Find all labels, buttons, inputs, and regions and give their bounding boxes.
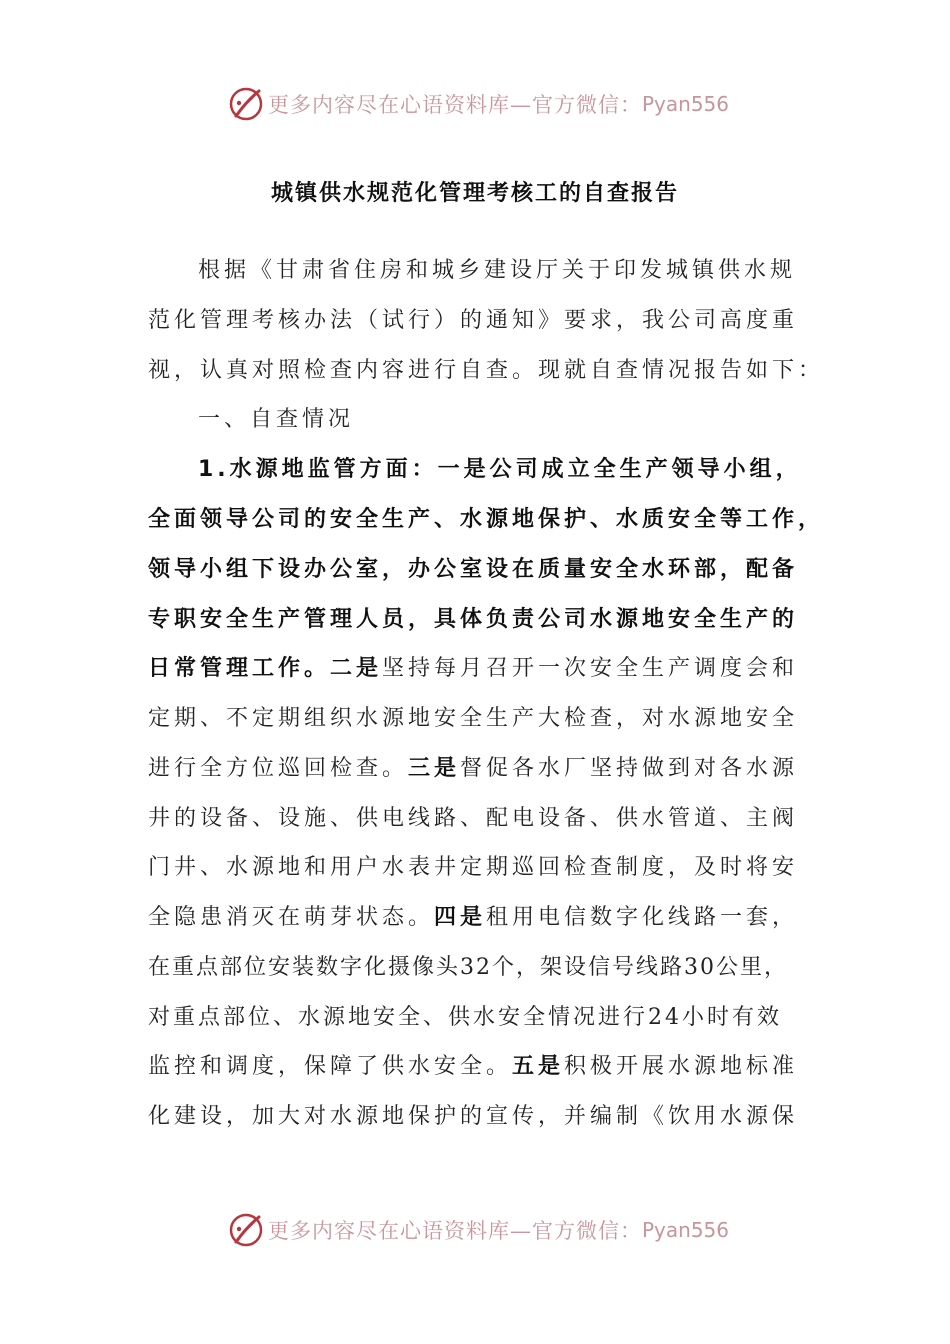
para1-line-2: 全面领导公司的安全生产、水源地保护、水质安全等工作， [148, 507, 825, 532]
banner-wechat-id: Pyan556 [642, 1218, 730, 1242]
section-heading: 一、自查情况 [198, 407, 355, 432]
intro-line-2: 范化管理考核办法（试行）的通知》要求，我公司高度重 [148, 308, 799, 333]
body-line-18: 化建设，加大对水源地保护的宣传，并编制《饮用水源保 [148, 1104, 799, 1129]
quill-logo-icon [228, 1212, 264, 1248]
bold-run: 四是 [434, 905, 487, 930]
intro-line-1: 根据《甘肃省住房和城乡建设厅关于印发城镇供水规 [198, 258, 797, 283]
body-line-13: 门井、水源地和用户水表井定期巡回检查制度，及时将安 [148, 855, 799, 880]
text-run: 督促各水厂坚持做到对各水源 [460, 756, 799, 781]
intro-line-3: 视，认真对照检查内容进行自查。现就自查情况报告如下： [148, 358, 825, 383]
body-line-17 [148, 1052, 798, 1082]
bold-run: 日常管理工作。 [148, 656, 331, 681]
para1-line-1: 1.水源地监管方面：一是公司成立全生产领导小组， [198, 457, 802, 482]
text-run: 坚持每月召开一次安全生产调度会和 [382, 656, 799, 681]
body-line-11 [148, 754, 798, 784]
body-line-15: 在重点部位安装数字化摄像头32个，架设信号线路30公里， [148, 955, 788, 980]
quill-logo-icon [228, 86, 264, 122]
text-run: 监控和调度，保障了供水安全。 [148, 1054, 513, 1079]
body-line-10: 定期、不定期组织水源地安全生产大检查，对水源地安全 [148, 706, 799, 731]
bold-run: 二是 [330, 656, 383, 681]
document-title: 城镇供水规范化管理考核工的自查报告 [270, 181, 679, 206]
banner-text: 更多内容尽在心语资料库—官方微信： [268, 1219, 642, 1243]
body-line-12: 井的设备、设施、供电线路、配电设备、供水管道、主阀 [148, 806, 799, 831]
body-line-14 [148, 903, 798, 933]
text-run: 积极开展水源地标准 [564, 1054, 799, 1079]
para1-line-3: 领导小组下设办公室，办公室设在质量安全水环部，配备 [148, 557, 799, 582]
banner-text: 更多内容尽在心语资料库—官方微信： [268, 93, 642, 117]
header-banner [228, 84, 729, 124]
body-line-16: 对重点部位、水源地安全、供水安全情况进行24小时有效 [148, 1005, 782, 1030]
bold-run: 三是 [408, 756, 461, 781]
text-run: 全隐患消灭在萌芽状态。 [148, 905, 435, 930]
text-run: 进行全方位巡回检查。 [148, 756, 409, 781]
text-run: 租用电信数字化线路一套， [486, 905, 799, 930]
footer-banner [228, 1210, 729, 1250]
bold-run: 五是 [512, 1054, 565, 1079]
banner-wechat-id: Pyan556 [642, 92, 730, 116]
body-line-9 [148, 654, 798, 684]
para1-line-4: 专职安全生产管理人员，具体负责公司水源地安全生产的 [148, 607, 799, 632]
